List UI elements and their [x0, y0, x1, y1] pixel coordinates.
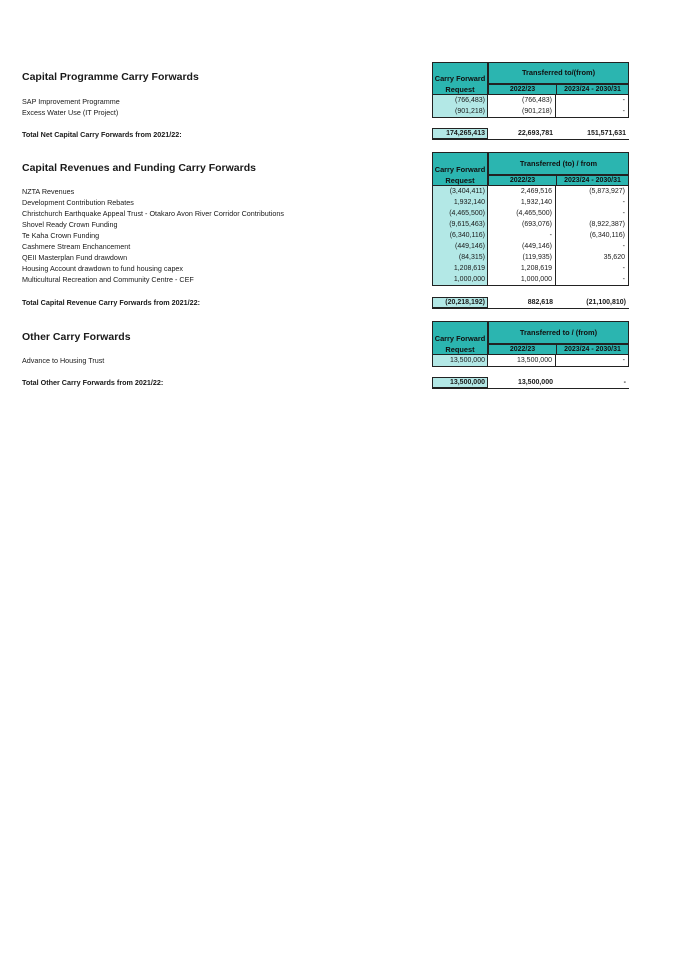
header-label: Request: [445, 345, 475, 354]
header-year-2022: 2022/23: [488, 175, 557, 186]
cell-2023-2031: -: [556, 263, 629, 274]
row-label: SAP Improvement Programme: [22, 97, 120, 106]
header-label: Request: [445, 85, 475, 94]
section-title: Capital Programme Carry Forwards: [22, 71, 199, 83]
cell-request: (6,340,116): [449, 232, 485, 239]
cell-request: (901,218): [455, 108, 485, 115]
header-year-2023-2031: 2023/24 - 2030/31: [556, 175, 629, 186]
cell-2023-2031: -: [556, 95, 629, 106]
cell-request: (84,315): [458, 254, 485, 261]
cell-request: (9,615,463): [449, 221, 485, 228]
total-label: Total Other Carry Forwards from 2021/22:: [22, 378, 164, 387]
total-2022: 882,618: [527, 299, 553, 306]
total-2022: 13,500,000: [517, 379, 553, 386]
header-carry-forward-request: [432, 152, 488, 186]
cell-2023-2031: -: [556, 106, 629, 117]
cell-request: 1,208,619: [453, 265, 485, 272]
divider: [432, 285, 629, 286]
cell-request: (4,465,500): [449, 210, 485, 217]
total-label: Total Capital Revenue Carry Forwards from 2021/22:: [22, 298, 201, 307]
row-label: Multicultural Recreation and Community Centre - CEF: [22, 275, 194, 284]
cell-2023-2031: -: [556, 208, 629, 219]
cell-2022: 2,469,516: [488, 186, 556, 197]
header-label: Carry Forward: [434, 74, 486, 83]
cell-2023-2031: (6,340,116): [556, 230, 629, 241]
row-label: Christchurch Earthquake Appeal Trust - Otakaro Avon River Corridor Contributions: [22, 209, 284, 218]
cell-2022: (4,465,500): [488, 208, 556, 219]
header-transferred: Transferred (to) / from: [488, 152, 629, 175]
cell-2022: 1,000,000: [488, 274, 556, 285]
cell-request: (766,483): [455, 97, 485, 104]
total-underline: [432, 139, 629, 140]
total-row: [432, 297, 629, 308]
cell-request: 1,932,140: [453, 199, 485, 206]
total-2023-2031: (21,100,810): [586, 299, 626, 306]
header-year-2022: 2022/23: [488, 84, 557, 95]
total-request: (20,218,192): [445, 299, 485, 306]
divider: [432, 117, 629, 118]
total-underline: [432, 388, 629, 389]
total-label: Total Net Capital Carry Forwards from 2021/22:: [22, 130, 182, 139]
row-label: Cashmere Stream Enchancement: [22, 242, 131, 251]
header-year-2023-2031: 2023/24 - 2030/31: [556, 84, 629, 95]
cell-2022: 1,208,619: [488, 263, 556, 274]
cell-request: (449,146): [455, 243, 485, 250]
total-2023-2031: -: [623, 379, 626, 386]
total-underline: [432, 308, 629, 309]
cell-2023-2031: (8,922,387): [556, 219, 629, 230]
cell-2023-2031: -: [556, 274, 629, 285]
row-label: Te Kaha Crown Funding: [22, 231, 100, 240]
row-label: NZTA Revenues: [22, 187, 75, 196]
divider: [432, 366, 629, 367]
cell-2022: (693,076): [488, 219, 556, 230]
cell-2022: 13,500,000: [488, 355, 556, 366]
header-transferred: Transferred to/(from): [488, 62, 629, 84]
cell-request: (3,404,411): [449, 188, 485, 195]
header-carry-forward-request: [432, 62, 488, 95]
total-row: [432, 128, 629, 139]
header-year-2023-2031: 2023/24 - 2030/31: [556, 344, 629, 355]
cell-2022: (766,483): [488, 95, 556, 106]
cell-2022: -: [488, 230, 556, 241]
total-request: 174,265,413: [446, 130, 485, 137]
total-row: [432, 377, 629, 388]
cell-2022: 1,932,140: [488, 197, 556, 208]
cell-2022: (449,146): [488, 241, 556, 252]
cell-2022: (119,935): [488, 252, 556, 263]
header-carry-forward-request: [432, 321, 488, 355]
section-title: Other Carry Forwards: [22, 331, 131, 343]
section-title: Capital Revenues and Funding Carry Forwards: [22, 162, 256, 174]
cell-request: 13,500,000: [449, 357, 485, 364]
header-label: Carry Forward: [434, 334, 486, 343]
header-transferred: Transferred to / (from): [488, 321, 629, 344]
row-label: Excess Water Use (IT Project): [22, 108, 119, 117]
cell-2023-2031: (5,873,927): [556, 186, 629, 197]
row-label: QEII Masterplan Fund drawdown: [22, 253, 128, 262]
cell-2023-2031: -: [556, 355, 629, 366]
cell-2023-2031: 35,620: [556, 252, 629, 263]
cell-request: 1,000,000: [453, 276, 485, 283]
header-year-2022: 2022/23: [488, 344, 557, 355]
header-label: Request: [445, 176, 475, 185]
header-label: Carry Forward: [434, 165, 486, 174]
cell-2022: (901,218): [488, 106, 556, 117]
cell-2023-2031: -: [556, 197, 629, 208]
row-label: Development Contribution Rebates: [22, 198, 134, 207]
cell-2023-2031: -: [556, 241, 629, 252]
total-request: 13,500,000: [449, 379, 485, 386]
total-2022: 22,693,781: [517, 130, 553, 137]
row-label: Shovel Ready Crown Funding: [22, 220, 118, 229]
total-2023-2031: 151,571,631: [587, 130, 626, 137]
row-label: Advance to Housing Trust: [22, 356, 105, 365]
row-label: Housing Account drawdown to fund housing capex: [22, 264, 184, 273]
